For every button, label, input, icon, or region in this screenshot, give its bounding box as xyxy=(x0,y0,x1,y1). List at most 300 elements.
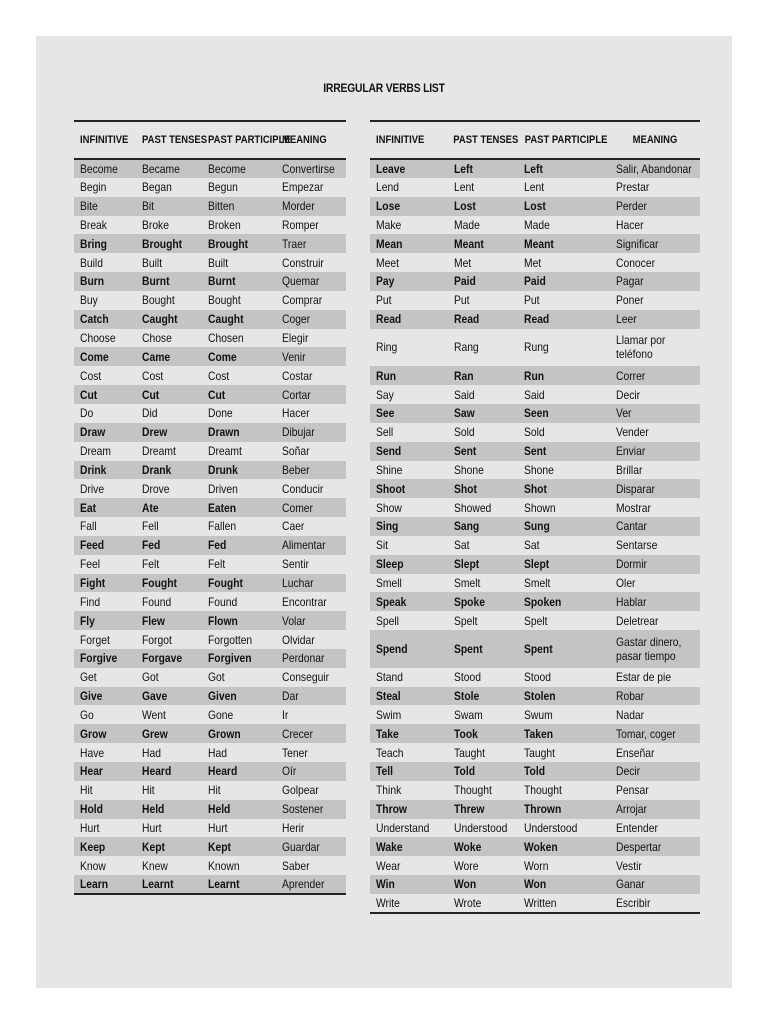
table-row xyxy=(370,800,700,819)
table-row xyxy=(370,536,700,555)
cell-meaning: Hacer xyxy=(282,406,310,421)
table-row xyxy=(74,442,346,461)
cell-past-tense: Forgot xyxy=(142,632,172,647)
cell-past-tense: Found xyxy=(142,594,172,609)
cell-past-tense: Spent xyxy=(448,630,518,668)
table-row xyxy=(74,272,346,291)
cell-meaning: Disparar xyxy=(610,479,700,498)
table-row xyxy=(74,781,346,800)
cell-past-tense: Knew xyxy=(142,858,168,873)
cell-past-tense: Shot xyxy=(448,479,518,498)
cell-meaning: Conducir xyxy=(282,481,324,496)
table-row xyxy=(370,329,700,367)
cell-past-participle: Broken xyxy=(208,217,241,232)
cell-past-tense: Built xyxy=(142,255,163,270)
cell-past-tense: Smelt xyxy=(454,575,481,590)
cell-past-tense: Bit xyxy=(136,197,202,216)
cell-infinitive: Wear xyxy=(376,858,401,873)
table-row xyxy=(74,536,346,555)
table-row xyxy=(370,687,700,706)
cell-past-tense: Showed xyxy=(454,500,492,515)
cell-past-tense: Brought xyxy=(136,234,202,253)
cell-past-participle: Fallen xyxy=(208,519,237,534)
table-row xyxy=(74,837,346,856)
cell-meaning: Aprender xyxy=(276,875,346,894)
cell-meaning: Salir, Abandonar xyxy=(610,159,700,178)
cell-past-participle: Written xyxy=(518,894,610,913)
cell-past-tense: Bought xyxy=(142,293,175,308)
table-row xyxy=(370,272,700,291)
cell-infinitive: Buy xyxy=(80,293,98,308)
cell-past-participle: Learnt xyxy=(202,875,276,894)
table-row xyxy=(74,743,346,762)
cell-past-participle: Thrown xyxy=(518,800,610,819)
cell-infinitive: Give xyxy=(74,687,136,706)
cell-infinitive: Hurt xyxy=(80,820,100,835)
cell-past-tense: Sang xyxy=(448,517,518,536)
cell-past-participle: Had xyxy=(208,745,227,760)
table-row xyxy=(74,705,346,724)
cell-meaning: Correr xyxy=(610,366,700,385)
cell-past-participle: Begun xyxy=(208,180,238,195)
cell-meaning: Coger xyxy=(276,310,346,329)
cell-past-tense: Thought xyxy=(454,783,492,798)
cell-meaning: Mostrar xyxy=(616,500,651,515)
cell-past-participle: Drawn xyxy=(202,423,276,442)
cell-past-tense: Felt xyxy=(142,557,160,572)
cell-past-tense: Swam xyxy=(454,707,483,722)
cell-past-participle: Left xyxy=(518,159,610,178)
cell-past-tense: Chose xyxy=(142,331,172,346)
cell-past-tense: Spelt xyxy=(454,613,478,628)
cell-past-tense: Had xyxy=(142,745,161,760)
cell-meaning: Dar xyxy=(276,687,346,706)
cell-past-tense: Spoke xyxy=(448,592,518,611)
cell-meaning: Arrojar xyxy=(610,800,700,819)
cell-past-participle: Held xyxy=(202,800,276,819)
cell-past-participle: Woken xyxy=(518,837,610,856)
cell-meaning: Ver xyxy=(610,404,700,423)
cell-past-tense: Wore xyxy=(454,858,479,873)
cell-past-participle: Taken xyxy=(518,724,610,743)
table-row xyxy=(370,894,700,913)
cell-meaning: Gastar dinero, pasar tiempo xyxy=(610,630,700,668)
cell-infinitive: Make xyxy=(376,217,402,232)
cell-infinitive: Leave xyxy=(370,159,448,178)
cell-past-participle: Rung xyxy=(524,340,549,355)
cell-infinitive: Read xyxy=(370,310,448,329)
table-row xyxy=(370,668,700,687)
cell-infinitive: Understand xyxy=(376,820,430,835)
cell-infinitive: Take xyxy=(370,724,448,743)
table-row xyxy=(370,555,700,574)
cell-meaning: Enviar xyxy=(610,442,700,461)
cell-infinitive: Eat xyxy=(74,498,136,517)
cell-meaning: Llamar por teléfono xyxy=(616,333,666,362)
table-row xyxy=(74,234,346,253)
table-row xyxy=(370,159,700,178)
cell-past-participle: Slept xyxy=(518,555,610,574)
cell-meaning: Golpear xyxy=(282,783,319,798)
cell-past-participle: Chosen xyxy=(208,331,244,346)
cell-infinitive: Put xyxy=(376,293,392,308)
cell-meaning: Guardar xyxy=(276,837,346,856)
cell-meaning: Decir xyxy=(616,387,641,402)
table-row xyxy=(74,687,346,706)
cell-past-participle: Brought xyxy=(202,234,276,253)
cell-meaning: Convertirse xyxy=(276,159,346,178)
cell-meaning: Ir xyxy=(282,707,289,722)
cell-past-participle: Become xyxy=(202,159,276,178)
cell-past-participle: Sat xyxy=(524,538,540,553)
header-infinitive: INFINITIVE xyxy=(74,121,136,159)
cell-meaning: Perdonar xyxy=(276,649,346,668)
cell-past-tense: Wrote xyxy=(448,894,518,913)
cell-infinitive: Become xyxy=(74,159,136,178)
cell-infinitive: Smell xyxy=(376,575,402,590)
cell-past-tense: Saw xyxy=(448,404,518,423)
cell-meaning: Leer xyxy=(610,310,700,329)
cell-past-tense: Drank xyxy=(136,461,202,480)
cell-past-participle: Fed xyxy=(202,536,276,555)
cell-meaning: Luchar xyxy=(276,574,346,593)
cell-past-participle: Read xyxy=(518,310,610,329)
cell-meaning: Quemar xyxy=(276,272,346,291)
cell-past-participle: Caught xyxy=(202,310,276,329)
cell-past-tense: Stole xyxy=(448,687,518,706)
cell-past-participle: Shown xyxy=(524,500,556,515)
table-row xyxy=(74,366,346,385)
cell-meaning: Costar xyxy=(282,368,313,383)
cell-infinitive: Shine xyxy=(376,462,403,477)
cell-past-tense: Met xyxy=(454,255,472,270)
cell-meaning: Pensar xyxy=(616,783,649,798)
table-row xyxy=(74,875,346,894)
cell-meaning: Saber xyxy=(282,858,310,873)
table-row xyxy=(370,253,700,272)
cell-past-participle: Spoken xyxy=(518,592,610,611)
cell-infinitive: Fall xyxy=(80,519,97,534)
cell-infinitive: Cost xyxy=(80,368,102,383)
cell-infinitive: Swim xyxy=(376,707,402,722)
cell-past-tense: Won xyxy=(448,875,518,894)
cell-past-participle: Forgiven xyxy=(202,649,276,668)
cell-infinitive: Bite xyxy=(74,197,136,216)
table-row xyxy=(370,385,700,404)
cell-meaning: Sentarse xyxy=(616,538,658,553)
cell-past-tense: Taught xyxy=(454,745,485,760)
cell-meaning: Alimentar xyxy=(276,536,346,555)
table-row xyxy=(74,668,346,687)
cell-past-tense: Meant xyxy=(448,234,518,253)
cell-infinitive: Lend xyxy=(376,180,399,195)
table-row xyxy=(74,347,346,366)
table-row xyxy=(370,592,700,611)
cell-meaning: Conseguir xyxy=(282,670,330,685)
cell-past-participle: Bought xyxy=(208,293,241,308)
cell-past-tense: Slept xyxy=(448,555,518,574)
cell-past-participle: Spent xyxy=(518,630,610,668)
cell-past-participle: Dreamt xyxy=(208,444,242,459)
cell-meaning: Entender xyxy=(616,820,658,835)
table-row xyxy=(370,743,700,762)
cell-infinitive: Choose xyxy=(80,331,116,346)
cell-meaning: Caer xyxy=(282,519,305,534)
cell-infinitive: Come xyxy=(74,347,136,366)
table-row xyxy=(74,724,346,743)
cell-past-participle: Worn xyxy=(524,858,549,873)
header-meaning: MEANING xyxy=(610,121,700,159)
cell-infinitive: Hold xyxy=(74,800,136,819)
cell-infinitive: Keep xyxy=(74,837,136,856)
cell-past-tense: Got xyxy=(142,670,159,685)
cell-infinitive: Tell xyxy=(370,762,448,781)
cell-past-participle: Got xyxy=(208,670,225,685)
cell-meaning: Comprar xyxy=(282,293,323,308)
cell-infinitive: Hear xyxy=(74,762,136,781)
cell-past-tense: Became xyxy=(136,159,202,178)
table-row xyxy=(74,404,346,423)
cell-infinitive: Cut xyxy=(74,385,136,404)
cell-infinitive: Steal xyxy=(370,687,448,706)
cell-meaning: Hacer xyxy=(616,217,644,232)
cell-past-participle: Gone xyxy=(208,707,234,722)
header-past-tenses: PAST TENSES xyxy=(136,121,202,159)
table-row xyxy=(74,555,346,574)
cell-meaning: Romper xyxy=(282,217,319,232)
cell-past-tense: Ate xyxy=(136,498,202,517)
cell-infinitive: Get xyxy=(80,670,97,685)
cell-past-participle: Heard xyxy=(202,762,276,781)
cell-past-tense: Said xyxy=(454,387,475,402)
cell-infinitive: Dream xyxy=(80,444,111,459)
table-row xyxy=(74,385,346,404)
table-row xyxy=(74,762,346,781)
cell-past-participle: Understood xyxy=(524,820,578,835)
cell-meaning: Enseñar xyxy=(616,745,655,760)
cell-meaning: Traer xyxy=(276,234,346,253)
cell-past-tense: Rang xyxy=(454,340,479,355)
cell-meaning: Tomar, coger xyxy=(610,724,700,743)
cell-past-tense: Did xyxy=(142,406,158,421)
cell-infinitive: See xyxy=(370,404,448,423)
cell-infinitive: Do xyxy=(80,406,94,421)
cell-past-participle: Smelt xyxy=(524,575,551,590)
cell-past-tense: Fell xyxy=(142,519,159,534)
cell-past-participle: Won xyxy=(518,875,610,894)
table-row xyxy=(370,461,700,480)
cell-past-participle: Sent xyxy=(518,442,610,461)
table-row xyxy=(74,592,346,611)
cell-past-tense: Began xyxy=(142,180,172,195)
table-row xyxy=(370,423,700,442)
table-row xyxy=(370,837,700,856)
cell-meaning: Despertar xyxy=(610,837,700,856)
cell-past-tense: Kept xyxy=(136,837,202,856)
cell-infinitive: Throw xyxy=(370,800,448,819)
table-row xyxy=(74,329,346,348)
table-row xyxy=(74,819,346,838)
cell-infinitive: Drink xyxy=(74,461,136,480)
cell-meaning: Sentir xyxy=(282,557,309,572)
cell-meaning: Cantar xyxy=(610,517,700,536)
cell-infinitive: Drive xyxy=(80,481,105,496)
cell-past-tense: Sat xyxy=(454,538,470,553)
cell-meaning: Olvidar xyxy=(282,632,315,647)
cell-infinitive: Know xyxy=(80,858,106,873)
cell-meaning: Construir xyxy=(282,255,324,270)
cell-infinitive: Spell xyxy=(376,613,399,628)
cell-infinitive: Hit xyxy=(80,783,93,798)
cell-meaning: Volar xyxy=(276,611,346,630)
table-header-row xyxy=(370,121,700,159)
cell-past-tense: Understood xyxy=(454,820,508,835)
cell-infinitive: Speak xyxy=(370,592,448,611)
cell-past-tense: Left xyxy=(448,159,518,178)
cell-past-participle: Done xyxy=(208,406,233,421)
cell-meaning: Oír xyxy=(276,762,346,781)
cell-past-participle: Thought xyxy=(524,783,562,798)
cell-meaning: Poner xyxy=(616,293,644,308)
table-row xyxy=(370,498,700,517)
header-past-tenses: PAST TENSES xyxy=(448,121,518,159)
cell-past-participle: Come xyxy=(202,347,276,366)
cell-past-tense: Threw xyxy=(448,800,518,819)
cell-meaning: Elegir xyxy=(282,331,309,346)
table-row xyxy=(74,159,346,178)
table-row xyxy=(370,178,700,197)
table-row xyxy=(370,856,700,875)
cell-past-tense: Flew xyxy=(136,611,202,630)
cell-past-participle: Flown xyxy=(202,611,276,630)
cell-meaning: Tener xyxy=(282,745,308,760)
table-row xyxy=(370,762,700,781)
cell-past-tense: Came xyxy=(136,347,202,366)
cell-infinitive: Forgive xyxy=(74,649,136,668)
cell-infinitive: Learn xyxy=(74,875,136,894)
table-row xyxy=(370,479,700,498)
cell-past-participle: Spelt xyxy=(524,613,548,628)
cell-infinitive: Write xyxy=(370,894,448,913)
cell-meaning: Hablar xyxy=(610,592,700,611)
cell-meaning: Encontrar xyxy=(282,594,327,609)
cell-meaning: Estar de pie xyxy=(616,670,672,685)
cell-past-participle: Lost xyxy=(518,197,610,216)
cell-meaning: Escribir xyxy=(610,894,700,913)
cell-infinitive: Win xyxy=(370,875,448,894)
cell-infinitive: Say xyxy=(376,387,394,402)
cell-past-tense: Hurt xyxy=(142,820,162,835)
cell-meaning: Vender xyxy=(616,425,649,440)
cell-meaning: Significar xyxy=(610,234,700,253)
cell-meaning: Empezar xyxy=(282,180,324,195)
cell-meaning: Prestar xyxy=(616,180,650,195)
cell-past-tense: Sold xyxy=(454,425,475,440)
cell-past-tense: Caught xyxy=(136,310,202,329)
cell-infinitive: Have xyxy=(80,745,105,760)
table-row xyxy=(370,611,700,630)
page-title: IRREGULAR VERBS LIST xyxy=(323,81,445,95)
cell-infinitive: Draw xyxy=(74,423,136,442)
cell-past-participle: Sung xyxy=(518,517,610,536)
cell-past-participle: Forgotten xyxy=(208,632,253,647)
verbs-table-left xyxy=(74,120,346,895)
cell-infinitive: Fight xyxy=(74,574,136,593)
cell-infinitive: Build xyxy=(80,255,103,270)
cell-infinitive: Sell xyxy=(376,425,394,440)
cell-past-tense: Cut xyxy=(136,385,202,404)
cell-past-tense: Told xyxy=(448,762,518,781)
cell-infinitive: Find xyxy=(80,594,101,609)
cell-past-participle: Sold xyxy=(524,425,545,440)
cell-infinitive: Shoot xyxy=(370,479,448,498)
cell-past-tense: Sent xyxy=(448,442,518,461)
header-infinitive: INFINITIVE xyxy=(370,121,448,159)
table-row xyxy=(74,461,346,480)
cell-past-tense: Burnt xyxy=(136,272,202,291)
table-row xyxy=(74,253,346,272)
cell-past-participle: Put xyxy=(524,293,540,308)
cell-past-participle: Stolen xyxy=(518,687,610,706)
table-row xyxy=(74,291,346,310)
cell-past-participle: Drunk xyxy=(202,461,276,480)
cell-infinitive: Lose xyxy=(370,197,448,216)
cell-meaning: Comer xyxy=(276,498,346,517)
cell-meaning: Deletrear xyxy=(616,613,659,628)
cell-past-participle: Shot xyxy=(518,479,610,498)
table-row xyxy=(370,875,700,894)
table-row xyxy=(370,724,700,743)
cell-past-participle: Said xyxy=(524,387,545,402)
cell-past-participle: Cut xyxy=(202,385,276,404)
cell-infinitive: Send xyxy=(370,442,448,461)
cell-past-participle: Hit xyxy=(208,783,221,798)
table-row xyxy=(74,800,346,819)
cell-past-participle: Known xyxy=(208,858,240,873)
cell-past-participle: Paid xyxy=(518,272,610,291)
cell-past-tense: Read xyxy=(448,310,518,329)
table-row xyxy=(370,517,700,536)
header-past-participle: PAST PARTICIPLE xyxy=(518,121,610,159)
cell-past-tense: Shone xyxy=(454,462,484,477)
cell-meaning: Sostener xyxy=(276,800,346,819)
verbs-table-right xyxy=(370,120,700,914)
cell-infinitive: Show xyxy=(376,500,402,515)
cell-past-tense: Put xyxy=(454,293,470,308)
cell-past-participle: Given xyxy=(202,687,276,706)
cell-past-tense: Drew xyxy=(136,423,202,442)
table-row xyxy=(74,517,346,536)
cell-past-tense: Stood xyxy=(454,670,481,685)
cell-past-tense: Learnt xyxy=(136,875,202,894)
cell-meaning: Pagar xyxy=(610,272,700,291)
table-row xyxy=(74,479,346,498)
table-row xyxy=(370,310,700,329)
cell-infinitive: Go xyxy=(80,707,94,722)
cell-infinitive: Spend xyxy=(370,630,448,668)
cell-past-participle: Felt xyxy=(208,557,226,572)
cell-past-participle: Hurt xyxy=(208,820,228,835)
table-row xyxy=(370,366,700,385)
table-row xyxy=(74,498,346,517)
cell-past-participle: Kept xyxy=(202,837,276,856)
cell-meaning: Perder xyxy=(610,197,700,216)
cell-past-tense: Held xyxy=(136,800,202,819)
cell-infinitive: Think xyxy=(376,783,402,798)
cell-meaning: Robar xyxy=(610,687,700,706)
cell-meaning: Morder xyxy=(276,197,346,216)
cell-past-participle: Stood xyxy=(524,670,551,685)
